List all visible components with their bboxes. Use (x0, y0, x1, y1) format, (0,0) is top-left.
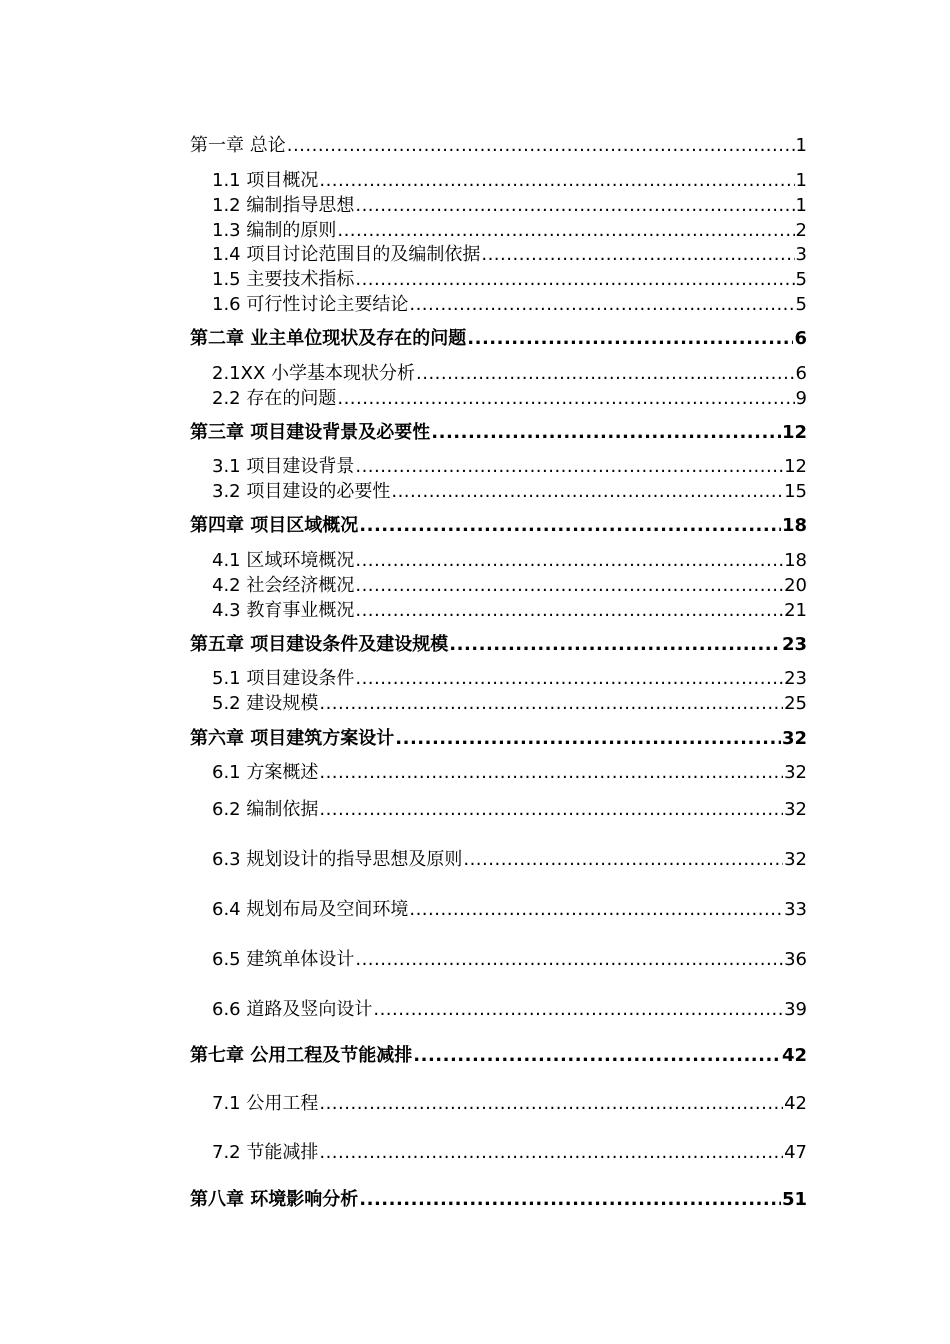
toc-leader-dots (449, 632, 781, 658)
toc-entry-title: 2.2 存在的问题 (212, 388, 337, 409)
toc-entry-section-2-2[interactable] (212, 386, 807, 412)
toc-entry-page: 6 (795, 363, 807, 384)
toc-entry-title: 6.1 方案概述 (212, 762, 319, 783)
toc-entry-section-1-1[interactable] (212, 168, 807, 194)
toc-leader-dots (463, 847, 783, 873)
toc-entry-title: 1.1 项目概况 (212, 170, 319, 191)
toc-entry-title: 1.5 主要技术指标 (212, 269, 355, 290)
toc-entry-section-1-4[interactable] (212, 242, 807, 268)
toc-entry-page: 36 (784, 949, 807, 970)
toc-entry-page: 23 (781, 634, 807, 655)
toc-leader-dots (319, 168, 794, 194)
toc-entry-page: 23 (784, 668, 807, 689)
toc-entry-title: 第六章 项目建筑方案设计 (190, 728, 395, 749)
toc-entry-page: 15 (784, 481, 807, 502)
toc-entry-section-5-2[interactable] (212, 691, 807, 717)
toc-entry-title: 6.5 建筑单体设计 (212, 949, 355, 970)
toc-entry-title: 第五章 项目建设条件及建设规模 (190, 634, 449, 655)
toc-entry-section-6-3[interactable] (212, 847, 807, 873)
toc-entry-title: 1.2 编制指导思想 (212, 195, 355, 216)
toc-entry-page: 18 (784, 550, 807, 571)
toc-leader-dots (355, 267, 794, 293)
toc-entry-chapter-7[interactable] (190, 1043, 807, 1069)
toc-entry-section-3-1[interactable] (212, 454, 807, 480)
toc-leader-dots (319, 797, 783, 823)
toc-leader-dots (355, 598, 783, 624)
toc-entry-section-4-1[interactable] (212, 548, 807, 574)
toc-entry-page: 33 (784, 899, 807, 920)
toc-entry-page: 32 (784, 762, 807, 783)
toc-entry-section-7-2[interactable] (212, 1140, 807, 1166)
toc-leader-dots (319, 760, 783, 786)
toc-leader-dots (337, 218, 794, 244)
toc-entry-page: 12 (781, 422, 807, 443)
toc-entry-page: 42 (781, 1045, 807, 1066)
toc-entry-page: 1 (795, 170, 807, 191)
toc-entry-page: 5 (795, 269, 807, 290)
toc-entry-page: 51 (781, 1189, 807, 1210)
toc-leader-dots (355, 454, 783, 480)
toc-entry-page: 39 (784, 999, 807, 1020)
toc-entry-title: 6.6 道路及竖向设计 (212, 999, 373, 1020)
toc-entry-page: 1 (795, 195, 807, 216)
toc-leader-dots (355, 573, 783, 599)
toc-entry-section-4-2[interactable] (212, 573, 807, 599)
toc-entry-section-1-5[interactable] (212, 267, 807, 293)
toc-entry-title: 第三章 项目建设背景及必要性 (190, 422, 431, 443)
toc-entry-title: 7.2 节能减排 (212, 1142, 319, 1163)
toc-entry-section-1-2[interactable] (212, 193, 807, 219)
toc-entry-section-1-6[interactable] (212, 292, 807, 318)
toc-leader-dots (319, 1140, 783, 1166)
toc-entry-chapter-1[interactable] (190, 133, 807, 159)
toc-leader-dots (395, 726, 781, 752)
toc-entry-title: 3.1 项目建设背景 (212, 456, 355, 477)
toc-entry-title: 4.3 教育事业概况 (212, 600, 355, 621)
toc-entry-title: 第四章 项目区域概况 (190, 515, 359, 536)
toc-leader-dots (337, 386, 794, 412)
toc-leader-dots (431, 420, 781, 446)
toc-entry-page: 6 (794, 328, 807, 349)
toc-entry-page: 32 (784, 799, 807, 820)
toc-entry-section-3-2[interactable] (212, 479, 807, 505)
toc-leader-dots (319, 691, 783, 717)
toc-leader-dots (409, 897, 783, 923)
toc-leader-dots (287, 133, 795, 159)
toc-entry-page: 9 (795, 388, 807, 409)
toc-entry-section-4-3[interactable] (212, 598, 807, 624)
toc-leader-dots (355, 666, 783, 692)
toc-leader-dots (355, 947, 783, 973)
toc-entry-chapter-4[interactable] (190, 513, 807, 539)
toc-entry-page: 25 (784, 693, 807, 714)
toc-entry-page: 2 (795, 220, 807, 241)
toc-entry-page: 47 (784, 1142, 807, 1163)
toc-entry-title: 1.6 可行性讨论主要结论 (212, 294, 409, 315)
toc-entry-title: 第一章 总论 (190, 135, 286, 156)
toc-entry-page: 12 (784, 456, 807, 477)
toc-entry-title: 6.3 规划设计的指导思想及原则 (212, 849, 463, 870)
toc-entry-section-1-3[interactable] (212, 218, 807, 244)
toc-leader-dots (355, 193, 794, 219)
toc-entry-title: 6.2 编制依据 (212, 799, 319, 820)
toc-leader-dots (359, 513, 781, 539)
toc-entry-page: 3 (795, 244, 807, 265)
toc-entry-section-6-5[interactable] (212, 947, 807, 973)
toc-entry-page: 32 (784, 849, 807, 870)
toc-entry-section-6-6[interactable] (212, 997, 807, 1023)
toc-entry-title: 第七章 公用工程及节能减排 (190, 1045, 413, 1066)
toc-leader-dots (319, 1091, 783, 1117)
toc-entry-chapter-5[interactable] (190, 632, 807, 658)
toc-entry-title: 5.1 项目建设条件 (212, 668, 355, 689)
toc-entry-title: 7.1 公用工程 (212, 1093, 319, 1114)
toc-entry-page: 1 (795, 135, 807, 156)
toc-entry-title: 4.1 区域环境概况 (212, 550, 355, 571)
toc-entry-chapter-3[interactable] (190, 420, 807, 446)
toc-entry-title: 第八章 环境影响分析 (190, 1189, 359, 1210)
toc-entry-page: 18 (781, 515, 807, 536)
toc-entry-chapter-2[interactable] (190, 326, 807, 352)
toc-leader-dots (481, 242, 794, 268)
toc-entry-page: 32 (781, 728, 807, 749)
toc-entry-title: 2.1XX 小学基本现状分析 (212, 363, 416, 384)
toc-entry-title: 4.2 社会经济概况 (212, 575, 355, 596)
toc-entry-title: 3.2 项目建设的必要性 (212, 481, 391, 502)
toc-leader-dots (467, 326, 793, 352)
toc-leader-dots (409, 292, 794, 318)
toc-entry-section-5-1[interactable] (212, 666, 807, 692)
toc-entry-section-7-1[interactable] (212, 1091, 807, 1117)
toc-leader-dots (373, 997, 783, 1023)
toc-entry-page: 5 (795, 294, 807, 315)
toc-entry-title: 5.2 建设规模 (212, 693, 319, 714)
toc-leader-dots (416, 361, 795, 387)
toc-leader-dots (413, 1043, 781, 1069)
toc-leader-dots (359, 1187, 781, 1213)
toc-entry-chapter-8[interactable] (190, 1187, 807, 1213)
toc-entry-title: 1.4 项目讨论范围目的及编制依据 (212, 244, 481, 265)
toc-entry-section-6-1[interactable] (212, 760, 807, 786)
toc-entry-title: 第二章 业主单位现状及存在的问题 (190, 328, 467, 349)
toc-entry-page: 42 (784, 1093, 807, 1114)
toc-entry-section-6-2[interactable] (212, 797, 807, 823)
toc-entry-page: 20 (784, 575, 807, 596)
toc-entry-title: 1.3 编制的原则 (212, 220, 337, 241)
toc-leader-dots (391, 479, 783, 505)
toc-entry-title: 6.4 规划布局及空间环境 (212, 899, 409, 920)
toc-entry-chapter-6[interactable] (190, 726, 807, 752)
toc-leader-dots (355, 548, 783, 574)
toc-entry-section-2-1[interactable] (212, 361, 807, 387)
toc-entry-page: 21 (784, 600, 807, 621)
toc-entry-section-6-4[interactable] (212, 897, 807, 923)
